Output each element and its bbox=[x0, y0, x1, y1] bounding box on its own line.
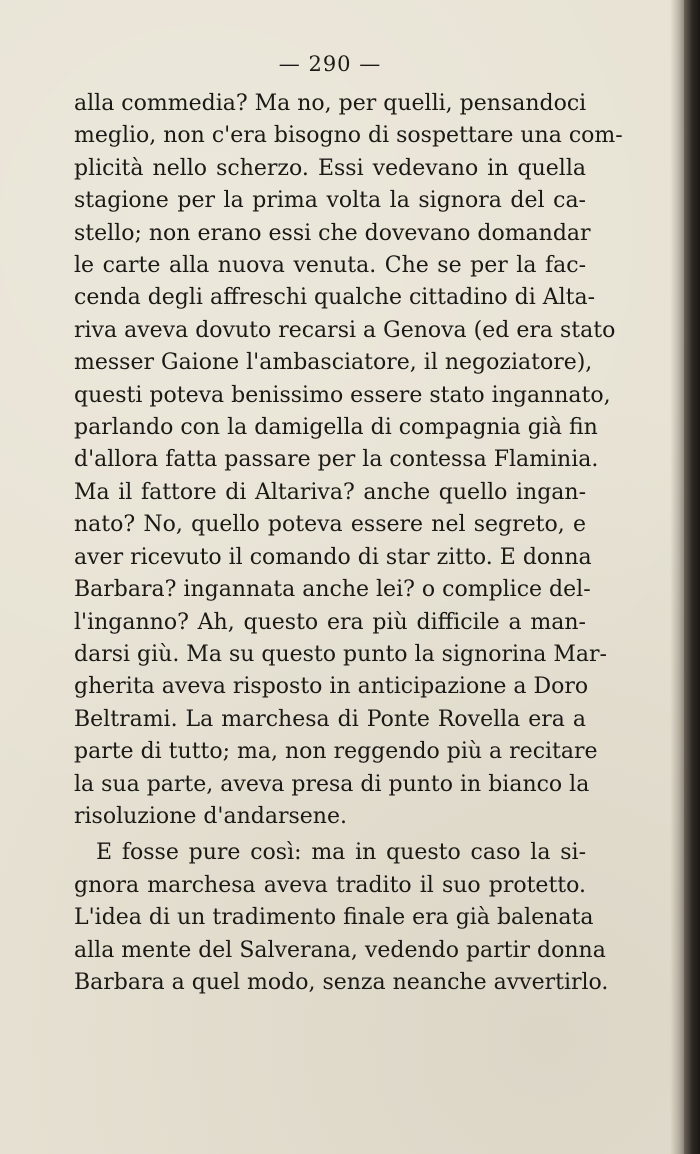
text-line: alla commedia? Ma no, per quelli, pensandoci bbox=[74, 91, 587, 116]
text-line: parlando con la damigella di compagnia già fin bbox=[74, 415, 598, 441]
text-line: L'idea di un tradimento finale era già balenata bbox=[74, 905, 594, 931]
text-line: meglio, non c'era bisogno di sospettare una com- bbox=[74, 123, 623, 149]
text-line: la sua parte, aveva presa di punto in bianco la bbox=[74, 771, 590, 797]
text-line: Barbara a quel modo, senza neanche avvertirlo. bbox=[74, 969, 609, 995]
text-line: messer Gaione l'ambasciatore, il negoziatore), bbox=[74, 350, 593, 376]
text-line: aver ricevuto il comando di star zitto. E donna bbox=[74, 544, 592, 570]
page-gutter-shadow bbox=[670, 0, 684, 1154]
text-line: Beltrami. La marchesa di Ponte Rovella era a bbox=[74, 706, 586, 732]
paragraph-1 bbox=[74, 88, 623, 833]
text-line: d'allora fatta passare per la contessa Flaminia. bbox=[74, 447, 599, 473]
text-line: alla mente del Salverana, vedendo partir donna bbox=[74, 937, 606, 963]
text-line: parte di tutto; ma, non reggendo più a recitare bbox=[74, 739, 598, 765]
text-line: gnora marchesa aveva tradito il suo protetto. bbox=[74, 872, 586, 898]
text-line: l'inganno? Ah, questo era più difficile a man- bbox=[74, 609, 586, 635]
text-line: gherita aveva risposto in anticipazione a Doro bbox=[74, 674, 589, 700]
body-text bbox=[74, 88, 623, 999]
text-line: E fosse pure così: ma in questo caso la si- bbox=[96, 840, 586, 866]
text-line: cenda degli affreschi qualche cittadino di Alta- bbox=[74, 285, 596, 311]
text-line: plicità nello scherzo. Essi vedevano in quella bbox=[74, 155, 586, 181]
text-line: nato? No, quello poteva essere nel segreto, e bbox=[74, 512, 586, 538]
text-line: stagione per la prima volta la signora del ca- bbox=[74, 188, 586, 214]
text-line: risoluzione d'andarsene. bbox=[74, 803, 347, 829]
text-line: darsi giù. Ma su questo punto la signorina Mar- bbox=[74, 641, 607, 667]
book-binding-edge bbox=[684, 0, 700, 1154]
text-line: riva aveva dovuto recarsi a Genova (ed era stato bbox=[74, 317, 616, 343]
text-line: Barbara? ingannata anche lei? o complice del- bbox=[74, 577, 591, 603]
text-line: stello; non erano essi che dovevano domandar bbox=[74, 220, 591, 246]
text-line: le carte alla nuova venuta. Che se per la fac- bbox=[74, 253, 586, 279]
paragraph-2 bbox=[74, 837, 609, 999]
page-number: — 290 — bbox=[278, 52, 382, 76]
text-line: questi poteva benissimo essere stato ingannato, bbox=[74, 382, 611, 408]
text-line: Ma il fattore di Altariva? anche quello ingan- bbox=[74, 479, 586, 505]
